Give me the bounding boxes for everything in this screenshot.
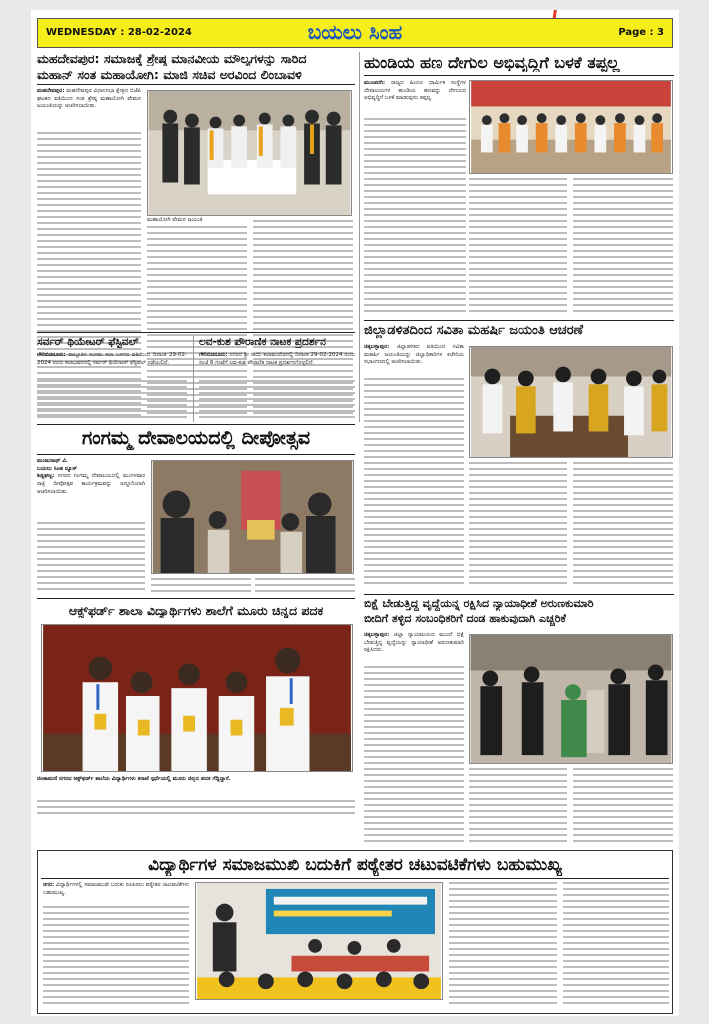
article-body-col3 — [449, 882, 557, 1010]
lead-text: ಮಹದೇವಪುರ ವಿಧಾನಸಭಾ ಕ್ಷೇತ್ರದ ಬಿಜೆಪಿ ಘಟಕದ ವತಿಯಿಂದ ಸಂತ ಶ್ರೇಷ್ಠ ಮಹಾಯೋಗಿ ವೇಮನ ಜಯಂತಿಯನ್ನು ಆಚರಿಸಲಾಯಿತು. — [37, 88, 141, 110]
lead-text: ಜಿಲ್ಲಾ ನ್ಯಾಯಾಲಯದ ಮುಂದೆ ಬಿಕ್ಷೆ ಬೇಡುತ್ತಿದ್ದ ವೃದ್ದೆಯನ್ನು ನ್ಯಾಯಾಧೀಶೆ ಅರುಣಕುಮಾರಿ ರಕ್ಷಿಸಿದರು. — [364, 632, 464, 654]
dateline: ಗೌರಿಬಿದನೂರು: — [37, 352, 66, 358]
divider — [364, 594, 674, 595]
newspaper-title: ಬಯಲು ಸಿಂಹ — [307, 20, 403, 44]
column-divider — [359, 52, 360, 422]
divider — [37, 598, 355, 599]
article-lead — [364, 632, 464, 662]
photo-judge-rescue — [469, 634, 673, 764]
photo-caption: ಮಹಾಯೋಗಿ ವೇಮನ ಜಯಂತಿ — [147, 217, 203, 223]
article-lead — [43, 882, 189, 902]
lead-text: ನಗರದ ಶ್ರೀ ಸಾಯಿ ಕಲಾಮಂದಿರದಲ್ಲಿ ದಿನಾಂಕ 29-02-2024 ರಂದು ಸಂಜೆ 6 ಗಂಟೆಗೆ ಲವ-ಕುಶ ಪೌರಾಣಿಕ ನಾಟಕ ಪ್ರದರ್ಶನಗೊಳ್ಳಲಿದೆ. — [199, 352, 355, 366]
article-lead — [37, 88, 141, 128]
photo-deepotsava — [151, 460, 354, 574]
byline-outlet: ಬಯಲು ಸಿಂಹ ನ್ಯೂಸ್ — [37, 465, 77, 472]
dateline: ಚಿಕ್ಕಬಳ್ಳಾಪುರ: — [364, 344, 390, 350]
article-body-col3 — [573, 178, 673, 316]
divider — [37, 332, 355, 333]
masthead — [37, 18, 673, 48]
article-body-col2 — [469, 768, 567, 846]
article-body-col2 — [469, 462, 567, 590]
divider — [37, 84, 355, 85]
dateline: ಶಿಡ್ಲಘಟ್ಟ: — [37, 473, 55, 480]
divider — [41, 878, 669, 879]
lead-text: ವಿದ್ಯಾರ್ಥಿಗಳಲ್ಲಿ ಸಮಾಜಮುಖಿ ಬದುಕು ರೂಪಿಸಲು ಪಠ್ಯೇತರ ಚಟುವಟಿಕೆಗಳು ಬಹುಮುಖ್ಯ. — [43, 882, 189, 896]
article-body — [43, 906, 189, 1010]
photo-temple-event — [469, 80, 673, 174]
caption-more — [37, 800, 355, 820]
lead-text: ಜಿಲ್ಲಾಡಳಿತದ ವತಿಯಿಂದ ಸವಿತಾ ಮಹರ್ಷಿ ಜಯಂತಿಯನ್ನು ಜಿಲ್ಲಾಧಿಕಾರಿಗಳ ಕಚೇರಿಯ ಸಭಾಂಗಣದಲ್ಲಿ ಆಚರಿಸಲಾಯಿತು. — [364, 344, 464, 366]
headline-judge-line1: ಬಿಕ್ಷೆ ಬೇಡುತ್ತಿದ್ದ ವೃದ್ದೆಯನ್ನ ರಕ್ಷಿಸಿದ ನ್ಯಾಯಾಧೀಶೆ ಅರುಣಕುಮಾರಿ — [364, 598, 594, 610]
lead-text: ನಗರದ ಗಂಗಮ್ಮ ದೇವಾಲಯದಲ್ಲಿ ಮಂಗಳವಾರ ರಾತ್ರಿ ದೀಪೋತ್ಸವ ಕಾರ್ಯಕ್ರಮವನ್ನು ಅದ್ದೂರಿಯಾಗಿ ಆಚರಿಸಲಾಯಿತು. — [37, 473, 145, 495]
article-body-col3 — [573, 768, 673, 846]
newspaper-page — [31, 10, 679, 1016]
lead-text: ತಾಲ್ಲೂಕಿನ ಸಂಗಮ ಕಲಾ ಬಳಗದ ವತಿಯಿಂದ ದಿನಾಂಕ 29-02-2024 ರಂದು ಕಲಾಭವನದಲ್ಲಿ ಸರ್ವರ್ ಥಿಯೇಟರ್ ಫೆಸ್ಟಿವಲ್ ನಡೆಯಲಿದೆ. — [37, 352, 187, 366]
lead-text: ರಾಜ್ಯದ ಹಿಂದೂ ಧಾರ್ಮಿಕ ಸಂಸ್ಥೆಗಳ ದೇವಾಲಯಗಳ ಹುಂಡಿಯ ಹಣವನ್ನು ದೇಗುಲದ ಅಭಿವೃದ್ಧಿಗೆ ಬಳಕೆ ಮಾಡುವುದು ತಪ್ಪಲ್ಲ. — [364, 80, 466, 102]
article-lead — [364, 80, 466, 114]
photo-leaders-honouring — [147, 90, 352, 216]
article-lead — [199, 352, 355, 378]
article-body — [37, 380, 187, 420]
divider — [364, 75, 674, 76]
divider — [364, 320, 674, 321]
article-body-col2 — [151, 578, 251, 594]
dateline: ನಗರ: — [43, 882, 55, 888]
headline-theatre-festival: ಸರ್ವರ್ ಥಿಯೇಟರ್ ಫೆಸ್ಟಿವಲ್ — [37, 336, 139, 348]
article-body-col2 — [469, 178, 567, 316]
dateline: ಚಿಕ್ಕಬಳ್ಳಾಪುರ: — [364, 632, 390, 638]
divider — [37, 424, 355, 425]
headline-gangamma: ಗಂಗಮ್ಮ ದೇವಾಲಯದಲ್ಲಿ ದೀಪೋತ್ಸವ — [81, 428, 311, 449]
headline-students: ವಿದ್ಯಾರ್ಥಿಗಳ ಸಮಾಜಮುಖಿ ಬದುಕಿಗೆ ಪಠ್ಯೇತರ ಚಟುವಟಿಕೆಗಳು ಬಹುಮುಖ್ಯ — [148, 856, 562, 875]
headline-hundi: ಹುಂಡಿಯ ಹಣ ದೇಗುಲ ಅಭಿವೃದ್ಧಿಗೆ ಬಳಕೆ ತಪ್ಪಲ್ಲ — [364, 54, 620, 72]
headline-oxford-school: ಆಕ್ಸ್‌ಫರ್ಡ್ ಶಾಲಾ ವಿದ್ಯಾರ್ಥಿಗಳು ಶಾಲೆಗೆ ಮೂರು ಚಿನ್ನದ ಪದಕ — [68, 604, 324, 618]
article-lead — [364, 344, 464, 376]
photo-students-programme — [195, 882, 443, 1000]
headline-lava-kusha: ಲವ-ಕುಶ ಪೌರಾಣಿಕ ನಾಟಕ ಪ್ರದರ್ಶನ — [199, 336, 326, 348]
headline-judge-line2: ಬೀದಿಗೆ ತಳ್ಳಿದ ಸಂಬಂಧಿಕರಿಗೆ ದಂಡ ಹಾಕುವುದಾಗಿ ಎಚ್ಚರಿಕೆ — [364, 613, 566, 625]
photo-karate-medal-winners — [41, 624, 353, 772]
article-body — [364, 118, 466, 316]
dateline: ಮಹದೇವಪುರ: — [37, 88, 65, 94]
article-body — [364, 378, 464, 590]
page-number: Page : 3 — [618, 27, 664, 38]
headline-savitha-maharshi: ಜಿಲ್ಲಾಡಳಿತದಿಂದ ಸವಿತಾ ಮಹರ್ಷಿ ಜಯಂತಿ ಆಚರಣೆ — [364, 324, 584, 338]
headline-mahadevapura-line2: ಮಹಾನ್ ಸಂತ ಮಹಾಯೋಗಿ: ಮಾಜಿ ಸಚಿವ ಅರವಿಂದ ಲಿಂಬಾವಳಿ — [37, 68, 302, 82]
article-lead — [37, 458, 145, 518]
dateline: ಮುಂಡರಗಿ: — [364, 80, 386, 86]
article-body — [364, 666, 464, 846]
article-body — [37, 522, 145, 594]
photo-caption: ಚಿಂತಾಮಣಿ ನಗರದ ಆಕ್ಸ್‌ಫರ್ಡ್ ಶಾಲೆಯ ವಿದ್ಯಾರ್ಥಿಗಳು ಕರಾಟೆ ಸ್ಪರ್ಧೆಯಲ್ಲಿ ಮೂರು ಚಿನ್ನದ ಪದಕ ಗೆದ್ದಿದ್ದಾರೆ. — [37, 776, 231, 782]
divider — [37, 454, 355, 455]
photo-savitha-jayanti — [469, 346, 673, 458]
article-body — [199, 380, 355, 420]
article-lead — [37, 352, 187, 378]
byline: ಮಂಜುನಾಥ್ ವಿ. — [37, 458, 68, 464]
issue-date: WEDNESDAY : 28-02-2024 — [46, 27, 192, 38]
article-body-col4 — [563, 882, 669, 1010]
column-divider — [193, 336, 194, 422]
headline-mahadevapura-line1: ಮಹದೇವಪುರ: ಸಮಾಜಕ್ಕೆ ಶ್ರೇಷ್ಠ ಮಾನವೀಯ ಮೌಲ್ಯಗಳನ್ನು ಸಾರಿದ — [37, 52, 307, 66]
article-body-col3 — [573, 462, 673, 590]
article-body-col3 — [255, 578, 355, 594]
dateline: ಗೌರಿಬಿದನೂರು: — [199, 352, 228, 358]
